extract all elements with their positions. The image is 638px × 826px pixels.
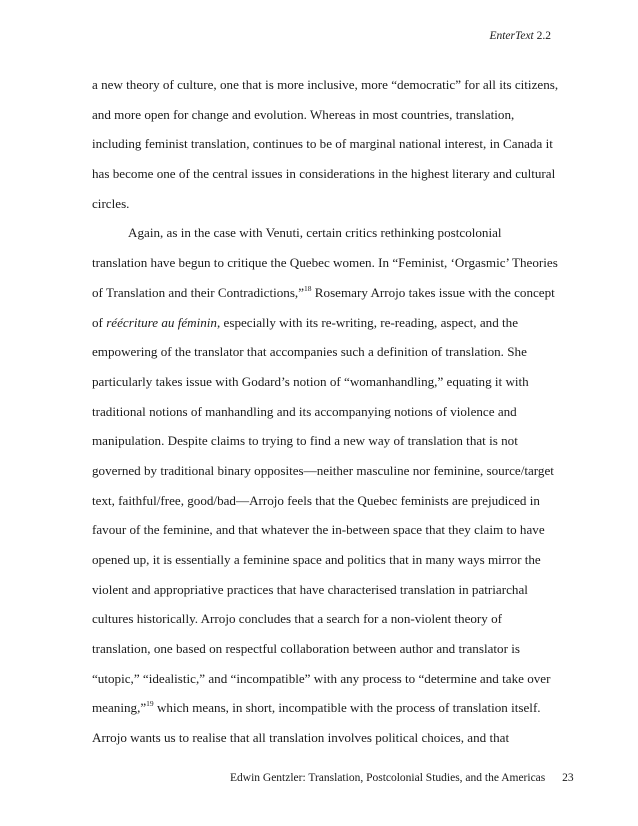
running-footer bbox=[230, 772, 574, 784]
text-line: violent and appropriative practices that have characterised translation in patriarchal bbox=[92, 581, 528, 597]
page-number: 23 bbox=[562, 772, 574, 784]
text-line: favour of the feminine, and that whatever the in-between space that they claim to have bbox=[92, 522, 545, 538]
text-line: including feminist translation, continues to be of marginal national interest, in Canada it bbox=[92, 136, 553, 152]
line-segment: meaning,” bbox=[92, 700, 147, 716]
text-line: particularly takes issue with Godard’s notion of “womanhandling,” equating it with bbox=[92, 373, 529, 389]
text-line: manipulation. Despite claims to trying to find a new way of translation that is not bbox=[92, 433, 518, 449]
text-line: and more open for change and evolution. Whereas in most countries, translation, bbox=[92, 106, 515, 122]
text-line-with-footnote bbox=[92, 693, 552, 723]
text-line: has become one of the central issues in considerations in the highest literary and cultural bbox=[92, 166, 556, 182]
body-text bbox=[92, 70, 559, 753]
text-line: traditional notions of manhandling and its accompanying notions of violence and bbox=[92, 403, 517, 419]
text-line: text, faithful/free, good/bad—Arrojo feels that the Quebec feminists are prejudiced in bbox=[92, 492, 540, 508]
text-line: circles. bbox=[92, 195, 130, 211]
text-line: opened up, it is essentially a feminine space and politics that in many ways mirror the bbox=[92, 552, 541, 567]
text-line: translation, one based on respectful collaboration between author and translator is bbox=[92, 641, 520, 657]
text-line: empowering of the translator that accompanies such a definition of translation. She bbox=[92, 344, 527, 360]
italic-term: réécriture au féminin bbox=[106, 314, 217, 330]
text-line: “utopic,” “idealistic,” and “incompatible” with any process to “determine and take over bbox=[92, 670, 551, 686]
text-line: Arrojo wants us to realise that all translation involves political choices, and that bbox=[92, 730, 510, 746]
footer-running-title: Edwin Gentzler: Translation, Postcolonial Studies, and the Americas bbox=[230, 772, 546, 784]
footnote-ref-18[interactable]: 18 bbox=[304, 283, 312, 293]
text-line-with-italic bbox=[92, 308, 552, 338]
line-segment: , especially with its re-writing, re-reading, aspect, and the bbox=[216, 314, 519, 330]
line-segment: of Translation and their Contradictions,” bbox=[92, 284, 305, 300]
line-segment: which means, in short, incompatible with the process of translation itself. bbox=[153, 700, 541, 716]
text-line: a new theory of culture, one that is more inclusive, more “democratic” for all its citizens, bbox=[92, 77, 559, 92]
text-line: cultures historically. Arrojo concludes that a search for a non-violent theory of bbox=[92, 611, 503, 627]
line-segment: Rosemary Arrojo takes issue with the concept bbox=[311, 284, 555, 300]
text-line: translation have begun to critique the Quebec women. In “Feminist, ‘Orgasmic’ Theories bbox=[92, 255, 558, 271]
footnote-ref-19[interactable]: 19 bbox=[146, 699, 154, 709]
text-line: governed by traditional binary opposites—neither masculine nor feminine, source/target bbox=[92, 462, 554, 478]
journal-title: EnterText bbox=[489, 30, 534, 42]
text-line-with-footnote bbox=[92, 278, 555, 308]
running-header bbox=[489, 30, 551, 42]
journal-issue: 2.2 bbox=[536, 30, 551, 42]
paragraph-start-line: Again, as in the case with Venuti, certain critics rethinking postcolonial bbox=[128, 225, 502, 241]
line-segment: of bbox=[92, 314, 107, 330]
